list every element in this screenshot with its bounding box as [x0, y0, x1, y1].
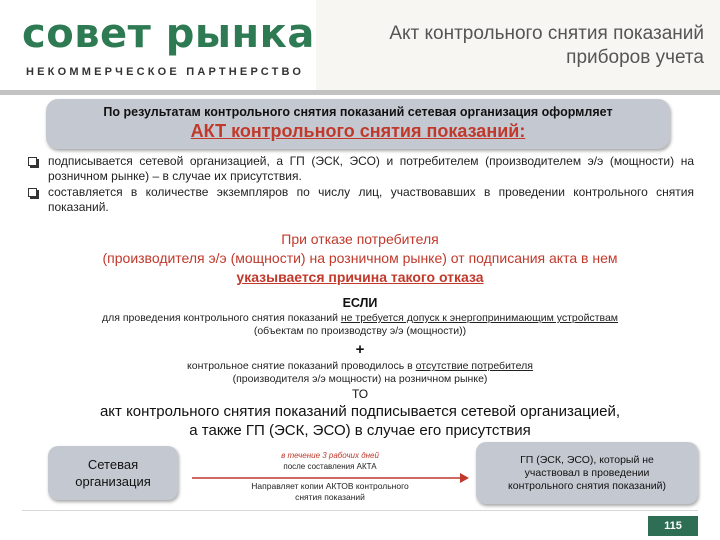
arrow-bottom-line2: снятия показаний	[295, 492, 365, 502]
arrow-label-bottom	[190, 481, 470, 503]
page-title-line1: Акт контрольного снятия показаний	[389, 23, 704, 44]
conclusion	[20, 402, 700, 440]
bullet-text: подписывается сетевой организацией, а ГП (ЭСК, ЭСО) и потребителем (производителем э/э (мощности) на розничном рынке) – в случае их присутствия.	[48, 154, 694, 183]
refusal-line2: (производителя э/э (мощности) на розничном рынке) от подписания акта в нем	[102, 250, 618, 266]
banner-text: По результатам контрольного снятия показаний сетевая организация оформляет	[103, 105, 613, 119]
condition-2-line1	[20, 360, 700, 373]
refusal-line1: При отказе потребителя	[281, 231, 439, 247]
logo-subtitle: НЕКОММЕРЧЕСКОЕ ПАРТНЕРСТВО	[26, 66, 305, 78]
page-number: 115	[648, 516, 698, 536]
left-box-line1: Сетевая	[87, 457, 139, 472]
conclusion-line1: акт контрольного снятия показаний подписывается сетевой организацией,	[99, 403, 621, 420]
header	[0, 0, 720, 94]
footer-divider	[22, 510, 698, 511]
title-panel	[316, 0, 720, 90]
condition-1-line2: (объектам по производству э/э (мощности))	[253, 325, 467, 337]
condition-2-text: контрольное снятие показаний проводилось в	[187, 360, 416, 372]
banner-heading: АКТ контрольного снятия показаний:	[190, 121, 526, 141]
refusal-note	[20, 230, 700, 287]
checkbox-bullet-icon	[28, 188, 37, 197]
condition-2	[20, 360, 700, 386]
condition-1-line1	[20, 312, 700, 325]
condition-1-text: для проведения контрольного снятия показаний	[101, 312, 341, 324]
condition-2-emphasis: отсутствие потребителя	[415, 360, 533, 372]
left-box-line2: организация	[75, 474, 151, 489]
page-title-line2: приборов учета	[566, 47, 704, 68]
arrow-bottom-line1: Направляет копии АКТОВ контрольного	[251, 481, 409, 491]
arrow-label-top	[190, 450, 470, 472]
deadline-text: в течение 3 рабочих дней	[281, 451, 379, 460]
conclusion-line2: а также ГП (ЭСК, ЭСО) в случае его присутствия	[189, 422, 531, 439]
right-box-line3: контрольного снятия показаний)	[508, 479, 666, 492]
condition-1-emphasis: не требуется допуск к энергопринимающим устройствам	[340, 312, 619, 324]
condition-if-label: ЕСЛИ	[342, 296, 378, 310]
after-act-text: после составления АКТА	[283, 462, 377, 471]
page-title	[324, 22, 704, 70]
checkbox-bullet-icon	[28, 157, 37, 166]
list-item	[26, 185, 694, 215]
condition-2-line2: (производителя э/э мощности) на розничном рынке)	[232, 373, 488, 385]
logo-wordmark: совет рынка	[22, 11, 315, 57]
gp-box	[476, 442, 698, 504]
right-box-line2: участвовал в проведении	[524, 466, 650, 479]
intro-banner	[46, 99, 670, 149]
list-item	[26, 154, 694, 184]
condition-then-label: ТО	[351, 387, 369, 401]
bullet-list	[26, 154, 694, 216]
network-organization-box	[48, 446, 178, 500]
header-divider	[0, 90, 720, 95]
right-box-line1: ГП (ЭСК, ЭСО), который не	[520, 453, 654, 466]
plus-sign: +	[355, 341, 365, 358]
bullet-text: составляется в количестве экземпляров по числу лиц, участвовавших в проведении контрольного снятия показаний.	[48, 185, 694, 214]
condition-1	[20, 312, 700, 338]
refusal-line3: указывается причина такого отказа	[236, 269, 484, 285]
